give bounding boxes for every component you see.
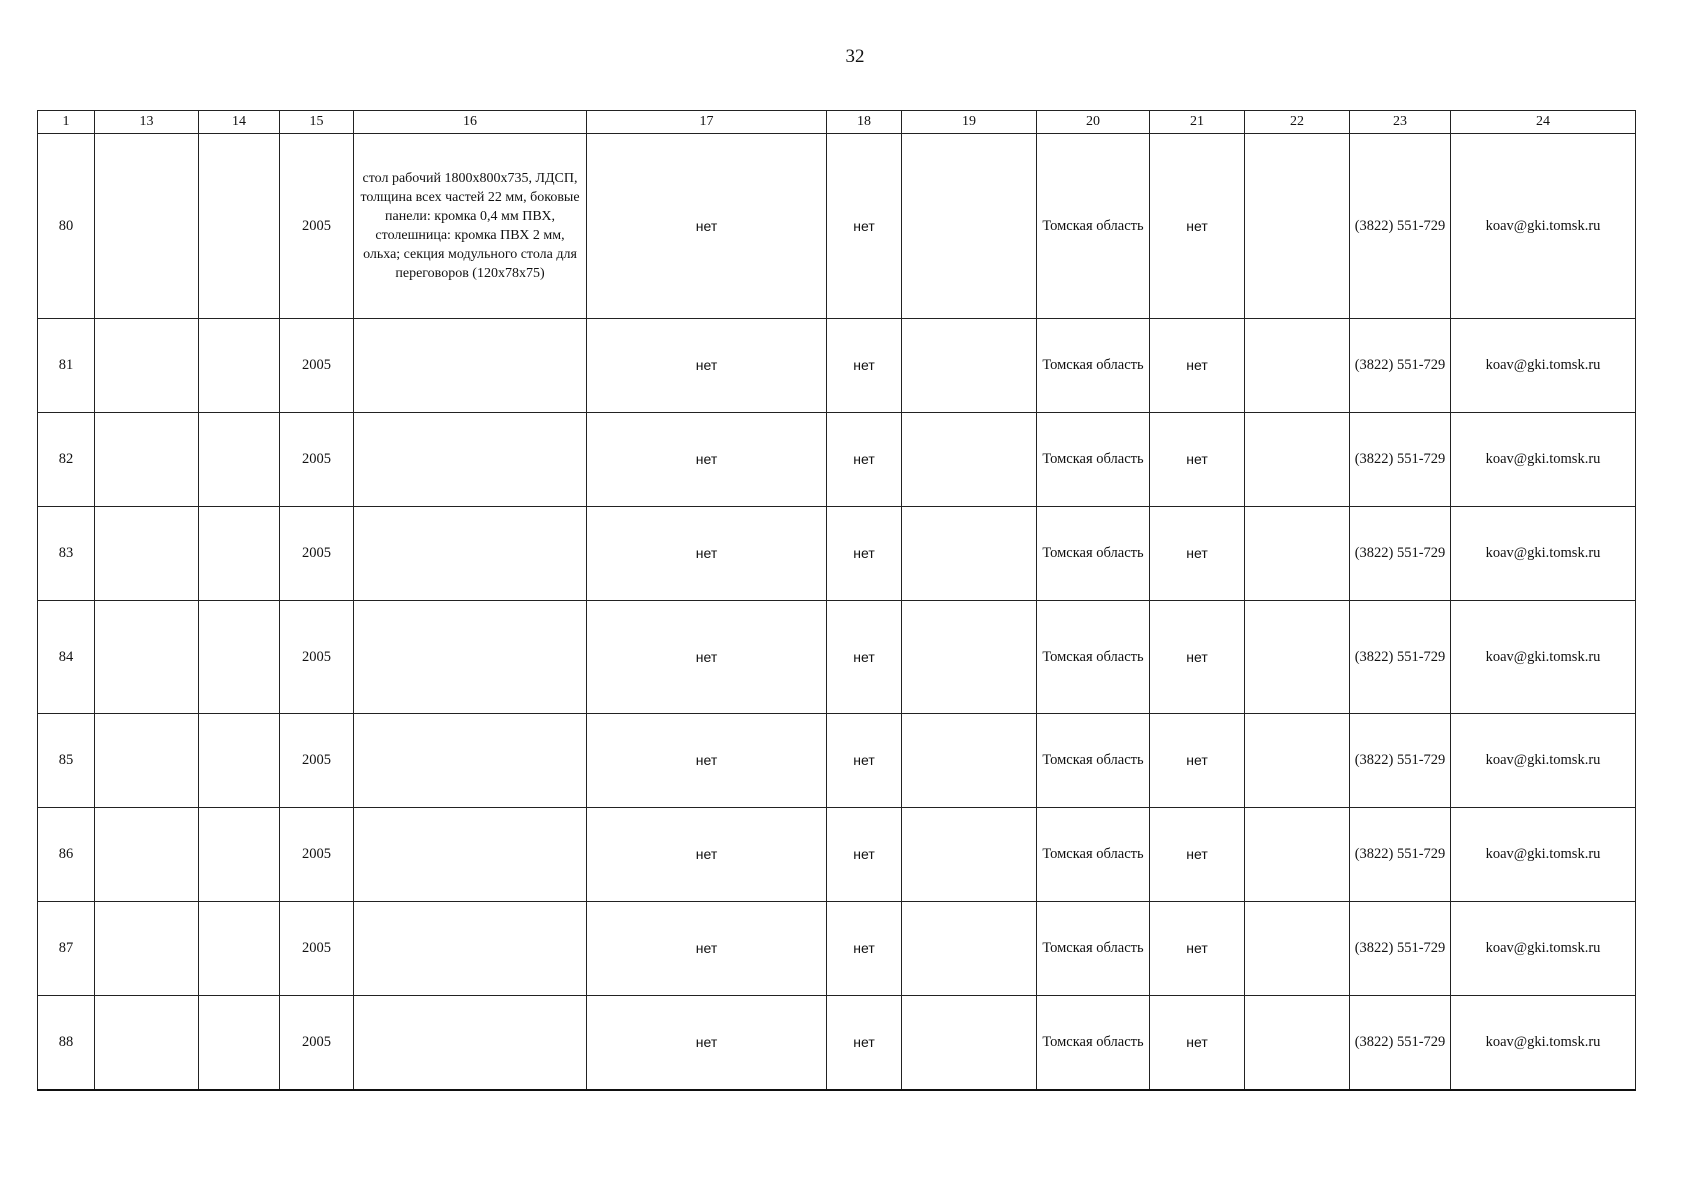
cell-col-21: нет <box>1150 507 1245 601</box>
cell-col-18: нет <box>827 319 902 413</box>
description-cell <box>354 808 587 902</box>
description-cell <box>354 507 587 601</box>
cell-col-19 <box>902 413 1037 507</box>
year-cell: 2005 <box>280 319 354 413</box>
cell-col-19 <box>902 808 1037 902</box>
cell-col-13 <box>95 413 199 507</box>
cell-col-21: нет <box>1150 714 1245 808</box>
email-cell: koav@gki.tomsk.ru <box>1451 413 1636 507</box>
cell-col-19 <box>902 507 1037 601</box>
cell-col-14 <box>199 601 280 714</box>
region-cell: Томская область <box>1037 808 1150 902</box>
column-header: 1 <box>38 111 95 134</box>
cell-col-13 <box>95 902 199 996</box>
cell-col-22 <box>1245 902 1350 996</box>
table-row <box>38 902 1636 996</box>
email-cell: koav@gki.tomsk.ru <box>1451 902 1636 996</box>
cell-col-18: нет <box>827 902 902 996</box>
cell-col-13 <box>95 714 199 808</box>
year-cell: 2005 <box>280 601 354 714</box>
cell-col-17: нет <box>587 996 827 1090</box>
cell-col-17: нет <box>587 134 827 319</box>
description-cell <box>354 714 587 808</box>
row-number-cell: 86 <box>38 808 95 902</box>
description-cell: стол рабочий 1800x800x735, ЛДСП, толщина всех частей 22 мм, боковые панели: кромка 0,4 мм ПВХ, столешница: кромка ПВХ 2 мм, ольха; секция модульного стола для переговоров (120x78x75) <box>354 134 587 319</box>
phone-cell: (3822) 551-729 <box>1350 714 1451 808</box>
region-cell: Томская область <box>1037 996 1150 1090</box>
year-cell: 2005 <box>280 902 354 996</box>
cell-col-13 <box>95 996 199 1090</box>
cell-col-17: нет <box>587 808 827 902</box>
cell-col-19 <box>902 902 1037 996</box>
table-row <box>38 319 1636 413</box>
cell-col-22 <box>1245 507 1350 601</box>
row-number-cell: 82 <box>38 413 95 507</box>
cell-col-22 <box>1245 413 1350 507</box>
cell-col-21: нет <box>1150 902 1245 996</box>
row-number-cell: 84 <box>38 601 95 714</box>
description-cell <box>354 319 587 413</box>
column-header: 15 <box>280 111 354 134</box>
email-cell: koav@gki.tomsk.ru <box>1451 319 1636 413</box>
page-number: 32 <box>845 46 865 67</box>
row-number-cell: 88 <box>38 996 95 1090</box>
cell-col-18: нет <box>827 507 902 601</box>
column-header: 16 <box>354 111 587 134</box>
cell-col-13 <box>95 507 199 601</box>
cell-col-17: нет <box>587 413 827 507</box>
email-cell: koav@gki.tomsk.ru <box>1451 601 1636 714</box>
cell-col-13 <box>95 319 199 413</box>
column-header: 21 <box>1150 111 1245 134</box>
table-row <box>38 808 1636 902</box>
cell-col-18: нет <box>827 996 902 1090</box>
table-row <box>38 134 1636 319</box>
cell-col-17: нет <box>587 507 827 601</box>
cell-col-14 <box>199 507 280 601</box>
cell-col-13 <box>95 808 199 902</box>
year-cell: 2005 <box>280 808 354 902</box>
phone-cell: (3822) 551-729 <box>1350 134 1451 319</box>
cell-col-21: нет <box>1150 601 1245 714</box>
cell-col-14 <box>199 902 280 996</box>
phone-cell: (3822) 551-729 <box>1350 413 1451 507</box>
year-cell: 2005 <box>280 996 354 1090</box>
cell-col-21: нет <box>1150 134 1245 319</box>
cell-col-21: нет <box>1150 996 1245 1090</box>
cell-col-14 <box>199 996 280 1090</box>
table-row <box>38 413 1636 507</box>
cell-col-22 <box>1245 601 1350 714</box>
cell-col-22 <box>1245 714 1350 808</box>
cell-col-21: нет <box>1150 808 1245 902</box>
cell-col-18: нет <box>827 601 902 714</box>
phone-cell: (3822) 551-729 <box>1350 507 1451 601</box>
cell-col-18: нет <box>827 134 902 319</box>
description-cell <box>354 601 587 714</box>
year-cell: 2005 <box>280 134 354 319</box>
email-cell: koav@gki.tomsk.ru <box>1451 714 1636 808</box>
row-number-cell: 83 <box>38 507 95 601</box>
phone-cell: (3822) 551-729 <box>1350 996 1451 1090</box>
cell-col-13 <box>95 134 199 319</box>
cell-col-19 <box>902 996 1037 1090</box>
cell-col-19 <box>902 134 1037 319</box>
column-header: 18 <box>827 111 902 134</box>
column-header: 14 <box>199 111 280 134</box>
table-row <box>38 996 1636 1090</box>
phone-cell: (3822) 551-729 <box>1350 902 1451 996</box>
cell-col-17: нет <box>587 601 827 714</box>
phone-cell: (3822) 551-729 <box>1350 319 1451 413</box>
region-cell: Томская область <box>1037 601 1150 714</box>
table-row <box>38 601 1636 714</box>
phone-cell: (3822) 551-729 <box>1350 808 1451 902</box>
column-header: 20 <box>1037 111 1150 134</box>
table-row <box>38 507 1636 601</box>
column-header: 19 <box>902 111 1037 134</box>
cell-col-13 <box>95 601 199 714</box>
region-cell: Томская область <box>1037 507 1150 601</box>
row-number-cell: 87 <box>38 902 95 996</box>
column-header: 22 <box>1245 111 1350 134</box>
cell-col-17: нет <box>587 902 827 996</box>
table-row <box>38 714 1636 808</box>
email-cell: koav@gki.tomsk.ru <box>1451 996 1636 1090</box>
cell-col-14 <box>199 808 280 902</box>
region-cell: Томская область <box>1037 714 1150 808</box>
cell-col-21: нет <box>1150 413 1245 507</box>
region-cell: Томская область <box>1037 319 1150 413</box>
year-cell: 2005 <box>280 413 354 507</box>
column-header: 23 <box>1350 111 1451 134</box>
cell-col-22 <box>1245 134 1350 319</box>
description-cell <box>354 413 587 507</box>
cell-col-19 <box>902 601 1037 714</box>
cell-col-18: нет <box>827 714 902 808</box>
cell-col-22 <box>1245 808 1350 902</box>
cell-col-17: нет <box>587 319 827 413</box>
description-cell <box>354 996 587 1090</box>
cell-col-19 <box>902 319 1037 413</box>
email-cell: koav@gki.tomsk.ru <box>1451 808 1636 902</box>
column-header: 17 <box>587 111 827 134</box>
cell-col-19 <box>902 714 1037 808</box>
cell-col-17: нет <box>587 714 827 808</box>
year-cell: 2005 <box>280 507 354 601</box>
cell-col-18: нет <box>827 808 902 902</box>
phone-cell: (3822) 551-729 <box>1350 601 1451 714</box>
region-cell: Томская область <box>1037 902 1150 996</box>
cell-col-14 <box>199 714 280 808</box>
email-cell: koav@gki.tomsk.ru <box>1451 134 1636 319</box>
cell-col-21: нет <box>1150 319 1245 413</box>
cell-col-14 <box>199 413 280 507</box>
region-cell: Томская область <box>1037 413 1150 507</box>
row-number-cell: 80 <box>38 134 95 319</box>
column-number-header-row <box>38 111 1636 134</box>
row-number-cell: 81 <box>38 319 95 413</box>
column-header: 24 <box>1451 111 1636 134</box>
cell-col-14 <box>199 134 280 319</box>
registry-table <box>37 110 1636 1091</box>
region-cell: Томская область <box>1037 134 1150 319</box>
description-cell <box>354 902 587 996</box>
row-number-cell: 85 <box>38 714 95 808</box>
year-cell: 2005 <box>280 714 354 808</box>
cell-col-14 <box>199 319 280 413</box>
cell-col-22 <box>1245 319 1350 413</box>
email-cell: koav@gki.tomsk.ru <box>1451 507 1636 601</box>
cell-col-18: нет <box>827 413 902 507</box>
column-header: 13 <box>95 111 199 134</box>
cell-col-22 <box>1245 996 1350 1090</box>
